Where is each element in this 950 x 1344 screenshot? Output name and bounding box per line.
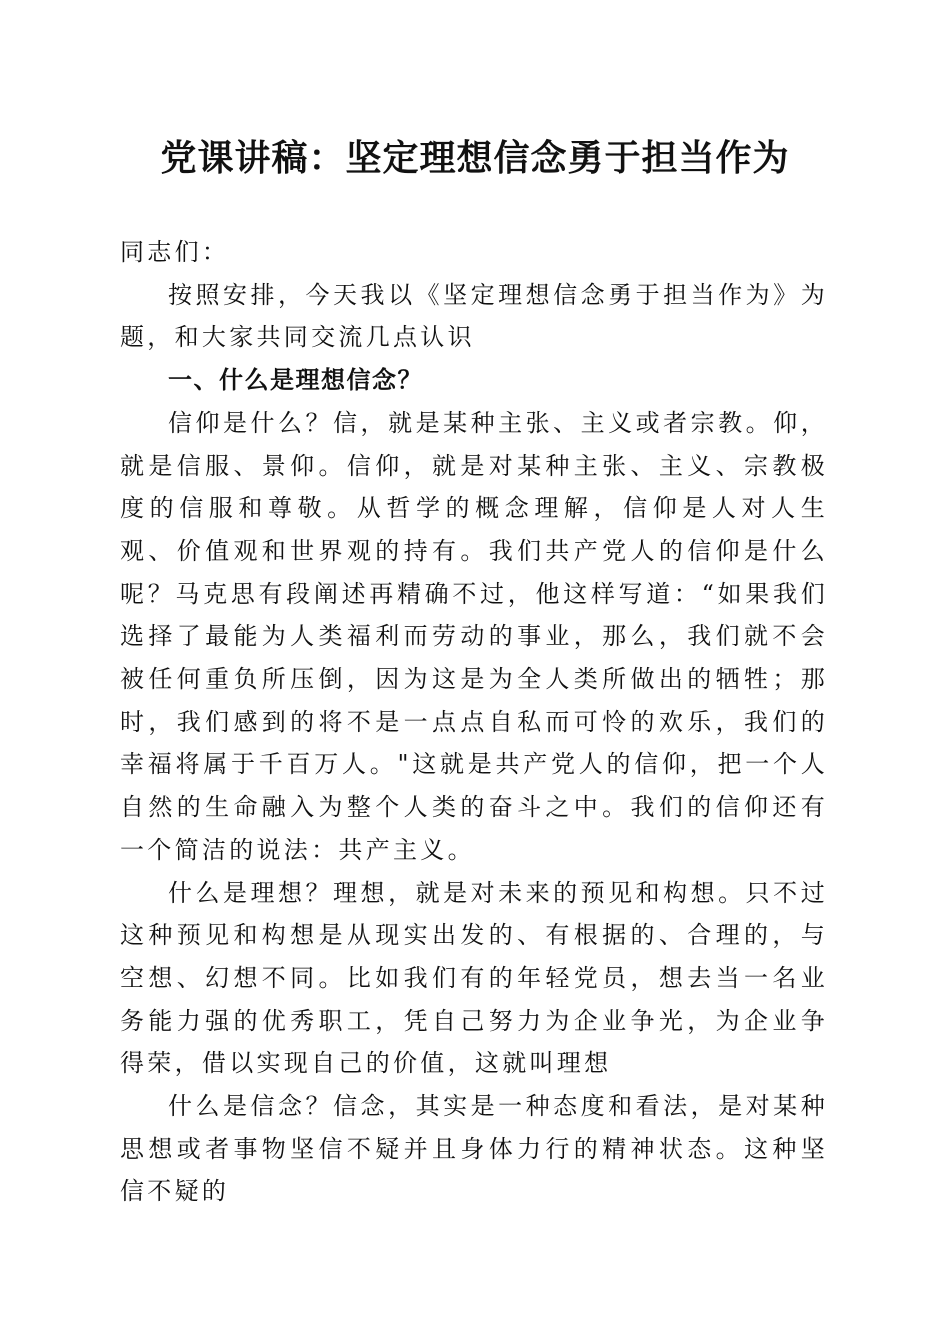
intro-paragraph: 按照安排，今天我以《坚定理想信念勇于担当作为》为题，和大家共同交流几点认识 (120, 280, 828, 352)
document-body (120, 231, 828, 1213)
ideal-paragraph: 什么是理想？理想，就是对未来的预见和构想。只不过这种预见和构想是从现实出发的、有根据的、合理的，与空想、幻想不同。比如我们有的年轻党员，想去当一名业务能力强的优秀职工，凭自己努力为企业争光，为企业争得荣，借以实现自己的价值，这就叫理想 (120, 878, 828, 1078)
section-heading: 一、什么是理想信念？ (168, 366, 423, 395)
faith-paragraph: 信仰是什么？信，就是某种主张、主义或者宗教。仰，就是信服、景仰。信仰，就是对某种主张、主义、宗教极度的信服和尊敬。从哲学的概念理解，信仰是人对人生观、价值观和世界观的持有。我们共产党人的信仰是什么呢？马克思有段阐述再精确不过，他这样写道：“如果我们选择了最能为人类福利而劳动的事业，那么，我们就不会被任何重负所压倒，因为这是为全人类所做出的牺牲；那时，我们感到的将不是一点点自私而可怜的欢乐，我们的幸福将属于千百万人。"这就是共产党人的信仰，把一个人自然的生命融入为整个人类的奋斗之中。我们的信仰还有一个简洁的说法：共产主义。 (120, 408, 828, 864)
document-title: 党课讲稿：坚定理想信念勇于担当作为 (160, 138, 790, 179)
salutation: 同志们： (120, 238, 230, 266)
belief-paragraph: 什么是信念？信念，其实是一种态度和看法，是对某种思想或者事物坚信不疑并且身体力行的精神状态。这种坚信不疑的 (120, 1092, 828, 1206)
